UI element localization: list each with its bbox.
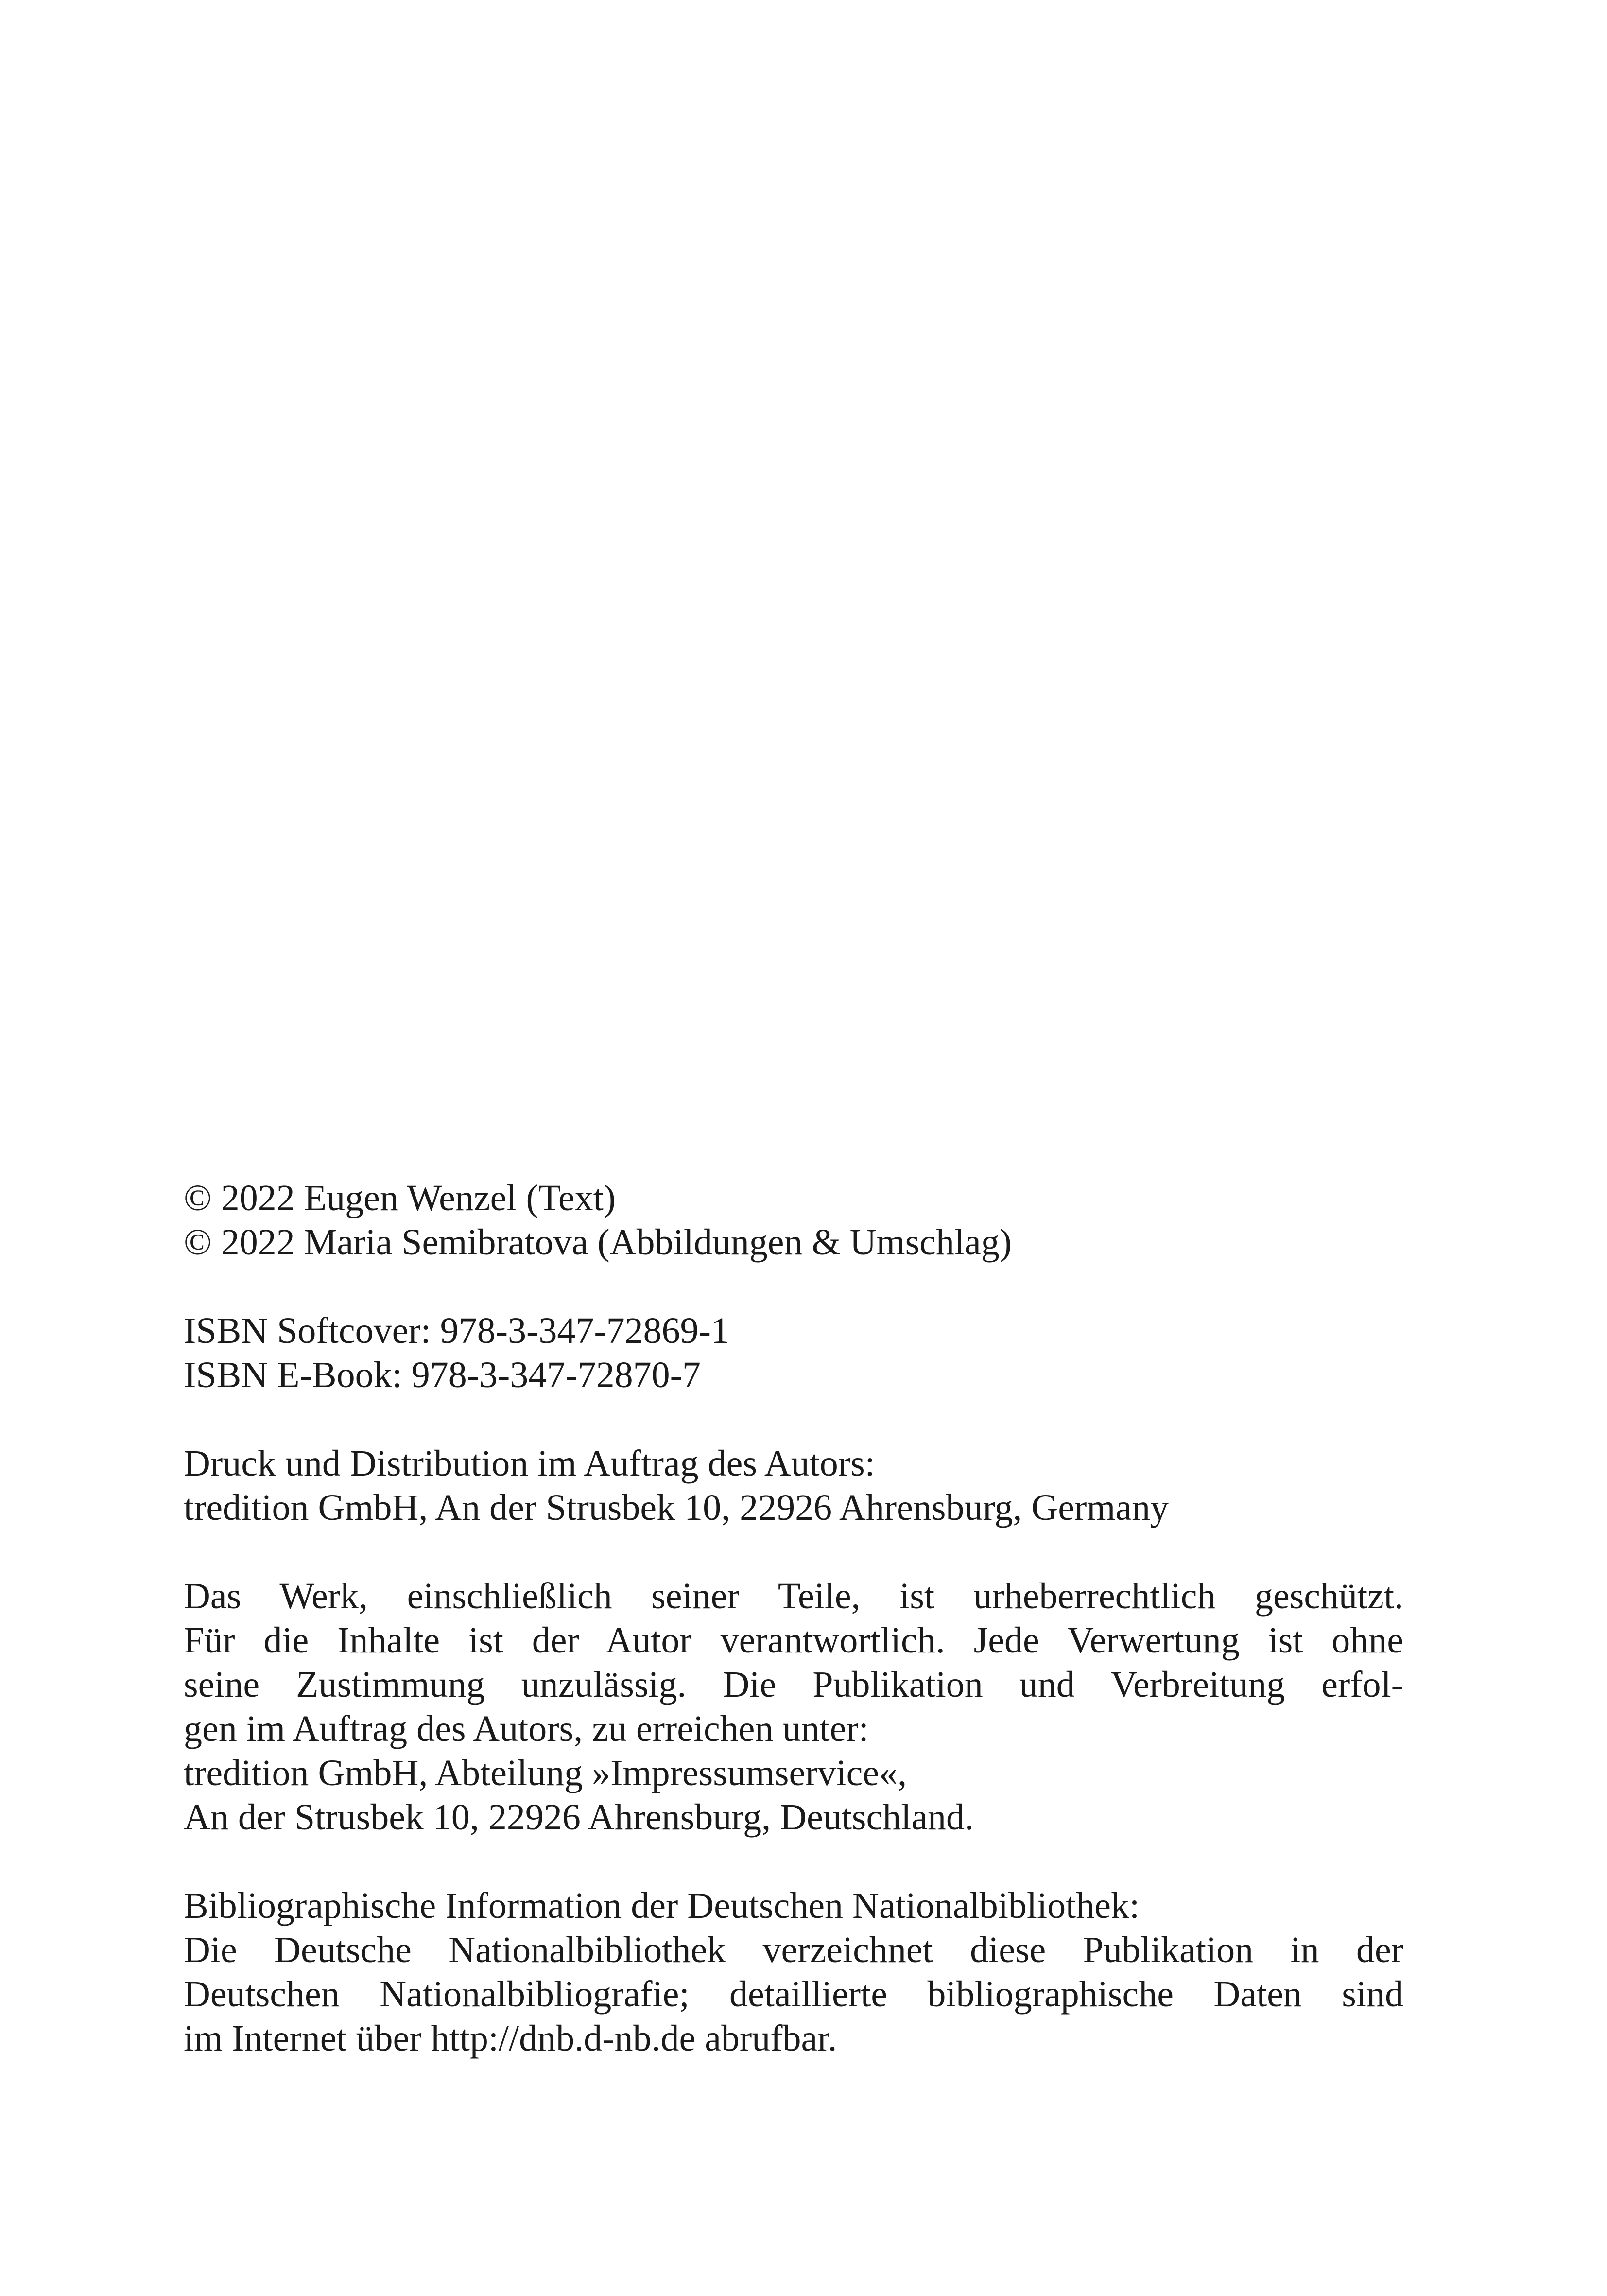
isbn-section	[184, 1309, 1403, 1397]
rights-line: Für die Inhalte ist der Autor verantwortlich. Jede Verwertung ist ohne	[184, 1620, 1403, 1661]
dnb-line: Deutschen Nationalbibliografie; detaillierte bibliographische Daten sind	[184, 1974, 1403, 2015]
copyright-illustrations: © 2022 Maria Semibratova (Abbildungen & Umschlag)	[184, 1222, 1012, 1263]
dnb-line: Bibliographische Information der Deutschen Nationalbibliothek:	[184, 1885, 1140, 1926]
print-heading: Druck und Distribution im Auftrag des Autors:	[184, 1443, 875, 1484]
imprint-block	[184, 1176, 1403, 2105]
isbn-ebook: ISBN E-Book: 978-3-347-72870-7	[184, 1355, 701, 1395]
rights-line: seine Zustimmung unzulässig. Die Publikation und Verbreitung erfol-	[184, 1664, 1403, 1705]
dnb-line: im Internet über http://dnb.d-nb.de abrufbar.	[184, 2018, 837, 2059]
print-address: tredition GmbH, An der Strusbek 10, 22926 Ahrensburg, Germany	[184, 1487, 1169, 1528]
rights-line: tredition GmbH, Abteilung »Impressumservice«,	[184, 1753, 907, 1793]
print-distribution-section	[184, 1442, 1403, 1530]
copyright-section	[184, 1176, 1403, 1265]
isbn-softcover: ISBN Softcover: 978-3-347-72869-1	[184, 1310, 729, 1351]
dnb-line: Die Deutsche Nationalbibliothek verzeichnet diese Publikation in der	[184, 1930, 1403, 1970]
rights-line: gen im Auftrag des Autors, zu erreichen unter:	[184, 1708, 869, 1749]
dnb-section	[184, 1884, 1403, 2061]
rights-line: Das Werk, einschließlich seiner Teile, ist urheberrechtlich geschützt.	[184, 1576, 1403, 1617]
rights-line: An der Strusbek 10, 22926 Ahrensburg, Deutschland.	[184, 1797, 974, 1838]
copyright-text: © 2022 Eugen Wenzel (Text)	[184, 1178, 616, 1218]
rights-section	[184, 1574, 1403, 1840]
